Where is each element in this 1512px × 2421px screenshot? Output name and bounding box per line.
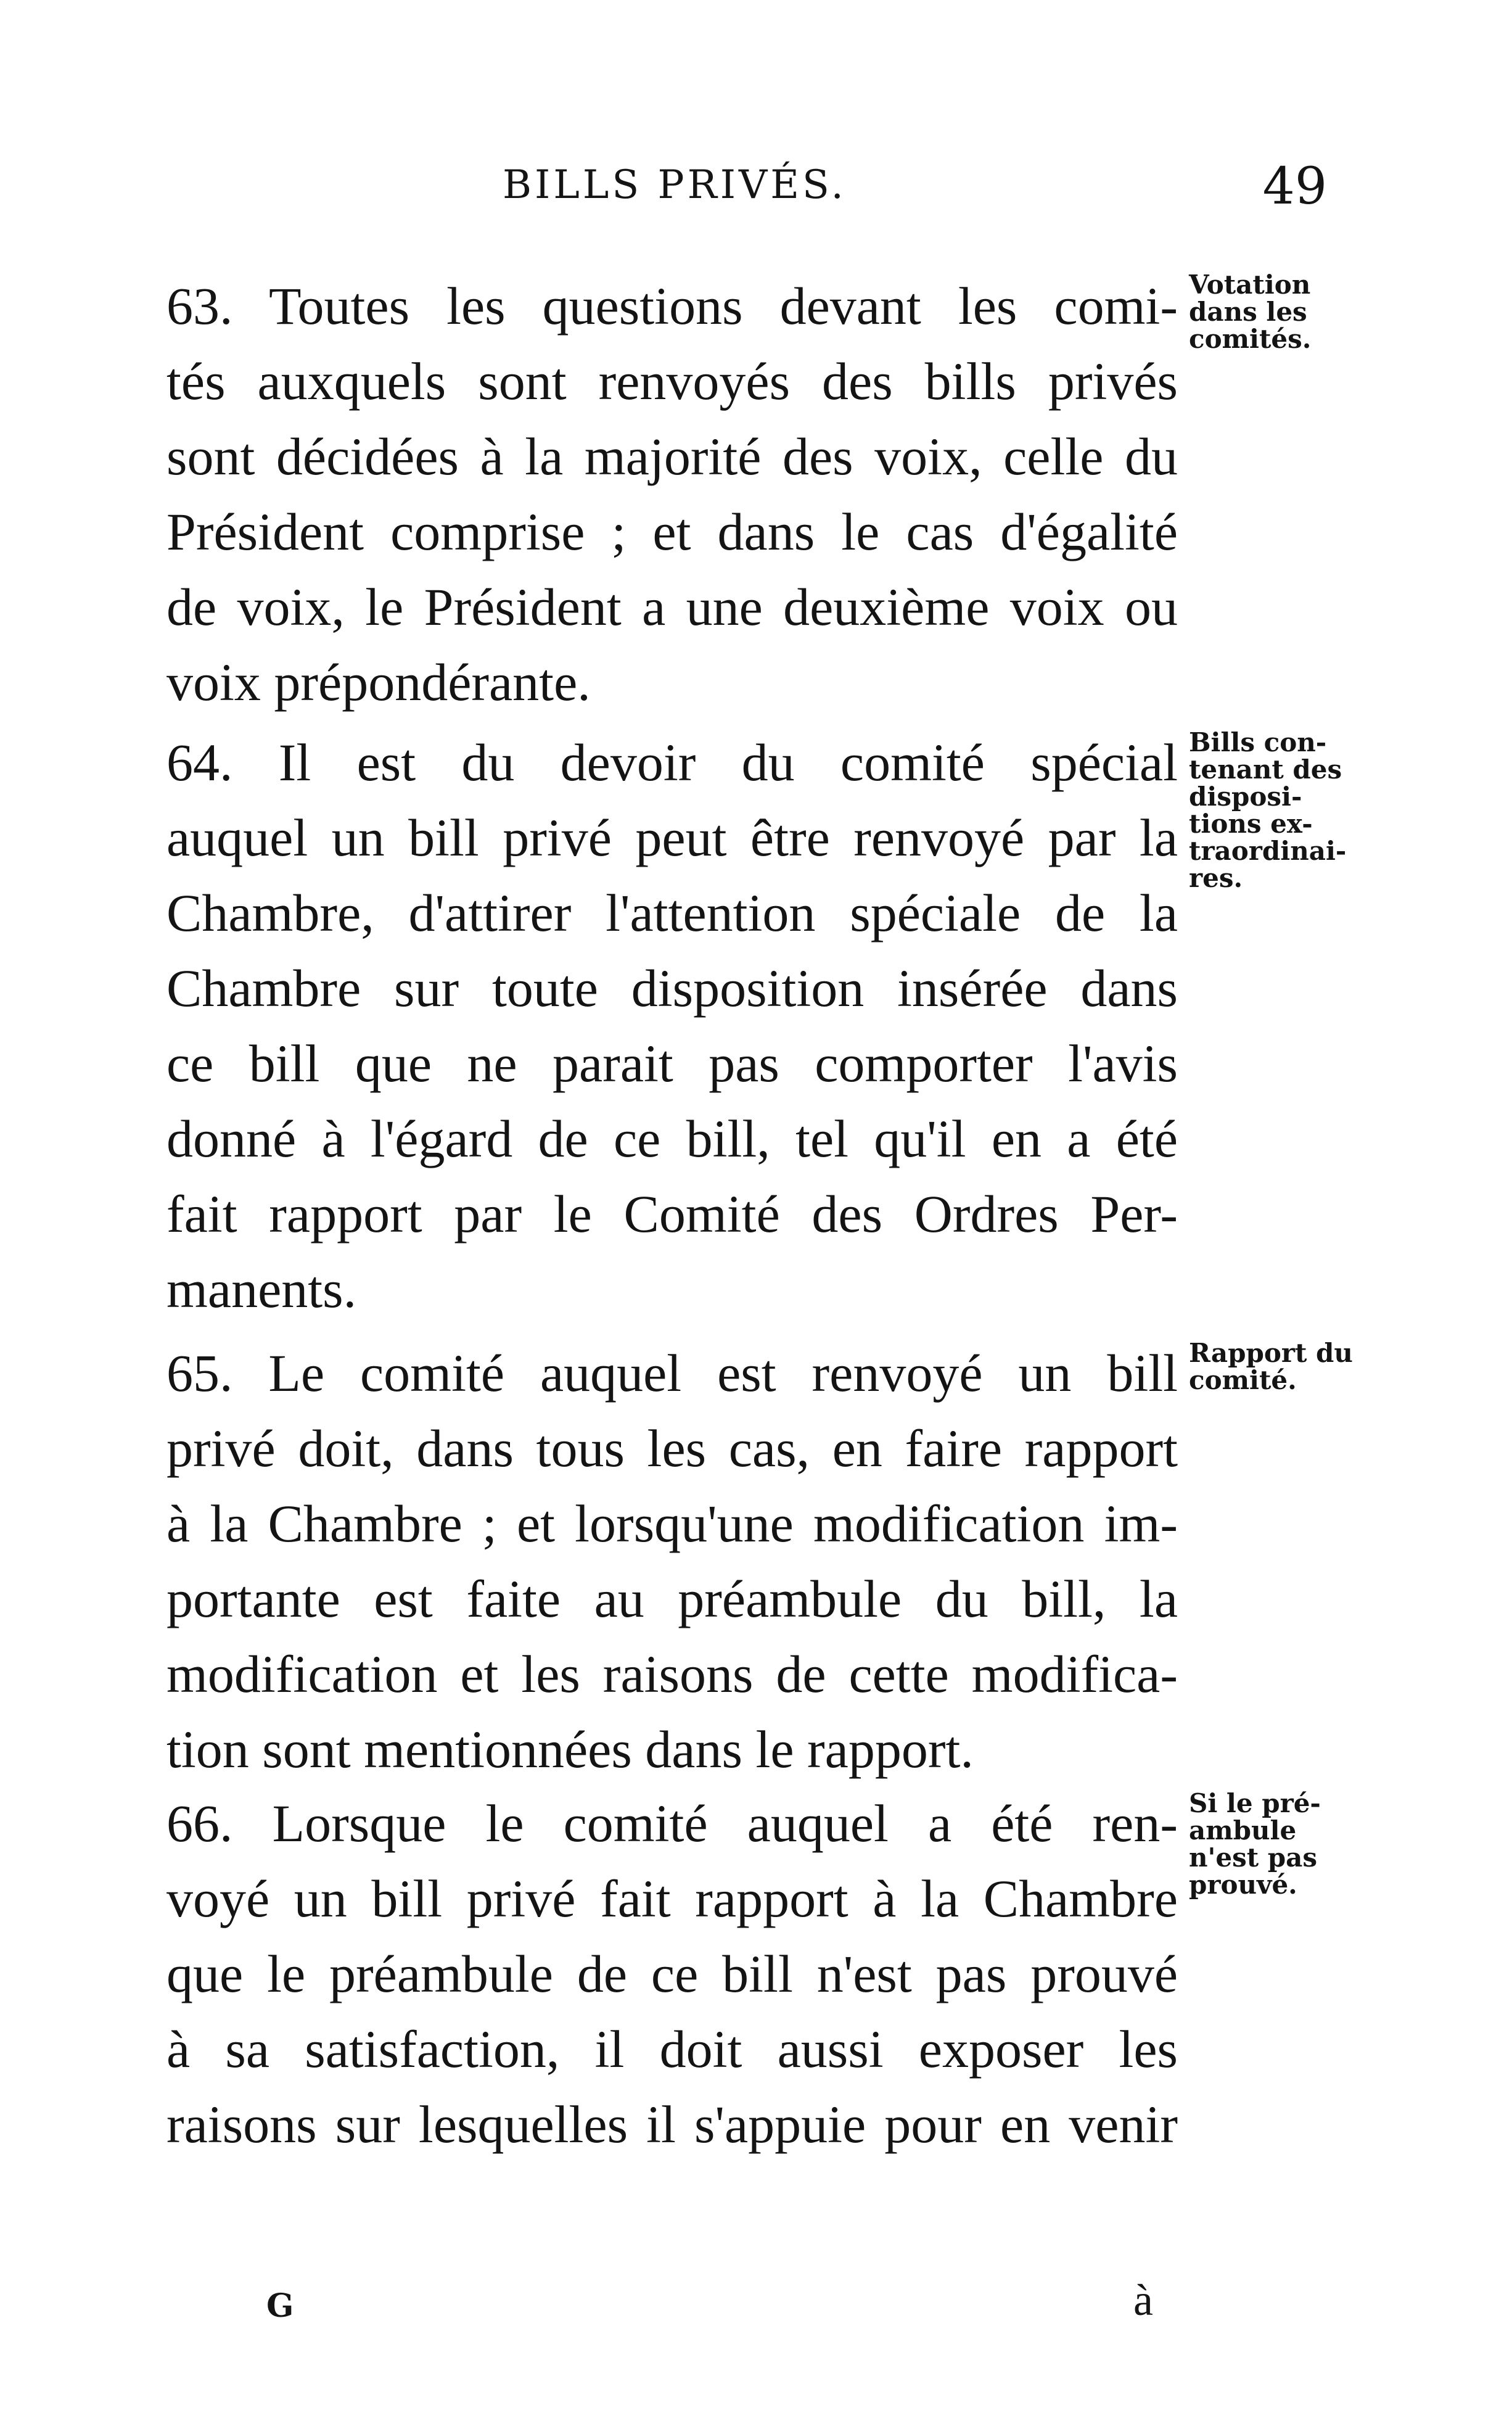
paragraph-65-line: à la Chambre ; et lorsqu'une modification im- — [166, 1494, 1178, 1553]
margin-note-65: Rapport du — [1189, 1338, 1353, 1368]
margin-note-64: res. — [1189, 863, 1243, 893]
paragraph-66-line: raisons sur lesquelles il s'appuie pour en venir — [166, 2095, 1178, 2154]
paragraph-66-line: voyé un bill privé fait rapport à la Chambre — [166, 1869, 1178, 1928]
paragraph-63-line: tés auxquels sont renvoyés des bills privés — [166, 352, 1178, 411]
margin-note-66: ambule — [1189, 1815, 1297, 1846]
paragraph-65-line: modification et les raisons de cette modifica- — [166, 1644, 1178, 1704]
margin-note-64: disposi- — [1189, 782, 1302, 812]
margin-note-63: comités. — [1189, 324, 1312, 354]
paragraph-64-line: donné à l'égard de ce bill, tel qu'il en a été — [166, 1109, 1178, 1168]
margin-note-65: comité. — [1189, 1365, 1297, 1395]
margin-note-66: prouvé. — [1189, 1870, 1297, 1900]
paragraph-64-line: fait rapport par le Comité des Ordres Per- — [166, 1184, 1178, 1243]
margin-note-66: Si le pré- — [1189, 1788, 1321, 1818]
margin-note-64: traordinai- — [1189, 836, 1347, 866]
paragraph-63-line: 63. Toutes les questions devant les comi- — [166, 276, 1178, 336]
paragraph-65-line: portante est faite au préambule du bill, la — [166, 1569, 1178, 1628]
paragraph-66-line: 66. Lorsque le comité auquel a été ren- — [166, 1794, 1178, 1853]
paragraph-64-line: Chambre, d'attirer l'attention spéciale de la — [166, 883, 1178, 942]
margin-note-66: n'est pas — [1189, 1842, 1318, 1873]
margin-note-63: dans les — [1189, 297, 1307, 327]
catchword: à — [1133, 2275, 1153, 2325]
paragraph-63-line: de voix, le Président a une deuxième voix ou — [166, 577, 1178, 637]
paragraph-63-line: Président comprise ; et dans le cas d'égalité — [166, 502, 1178, 561]
margin-note-64: tions ex- — [1189, 809, 1313, 839]
paragraph-65-line: 65. Le comité auquel est renvoyé un bill — [166, 1343, 1178, 1403]
paragraph-65-line: privé doit, dans tous les cas, en faire rapport — [166, 1419, 1178, 1478]
paragraph-63-line: voix prépondérante. — [166, 653, 591, 712]
printer-signature: G — [266, 2287, 295, 2325]
paragraph-66-line: à sa satisfaction, il doit aussi exposer les — [166, 2019, 1178, 2079]
paragraph-63-line: sont décidées à la majorité des voix, celle du — [166, 427, 1178, 486]
margin-note-64: tenant des — [1189, 754, 1342, 785]
page-number: 49 — [1262, 157, 1327, 216]
paragraph-66-line: que le préambule de ce bill n'est pas prouvé — [166, 1944, 1178, 2003]
paragraph-64-line: auquel un bill privé peut être renvoyé par la — [166, 808, 1178, 867]
paragraph-64-line: 64. Il est du devoir du comité spécial — [166, 733, 1178, 792]
paragraph-65-line: tion sont mentionnées dans le rapport. — [166, 1720, 974, 1779]
margin-note-63: Votation — [1189, 270, 1311, 300]
paragraph-64-line: manents. — [166, 1260, 357, 1319]
paragraph-64-line: ce bill que ne parait pas comporter l'avis — [166, 1034, 1178, 1093]
paragraph-64-line: Chambre sur toute disposition insérée dans — [166, 959, 1178, 1018]
running-title: BILLS PRIVÉS. — [503, 162, 847, 208]
margin-note-64: Bills con- — [1189, 727, 1327, 757]
